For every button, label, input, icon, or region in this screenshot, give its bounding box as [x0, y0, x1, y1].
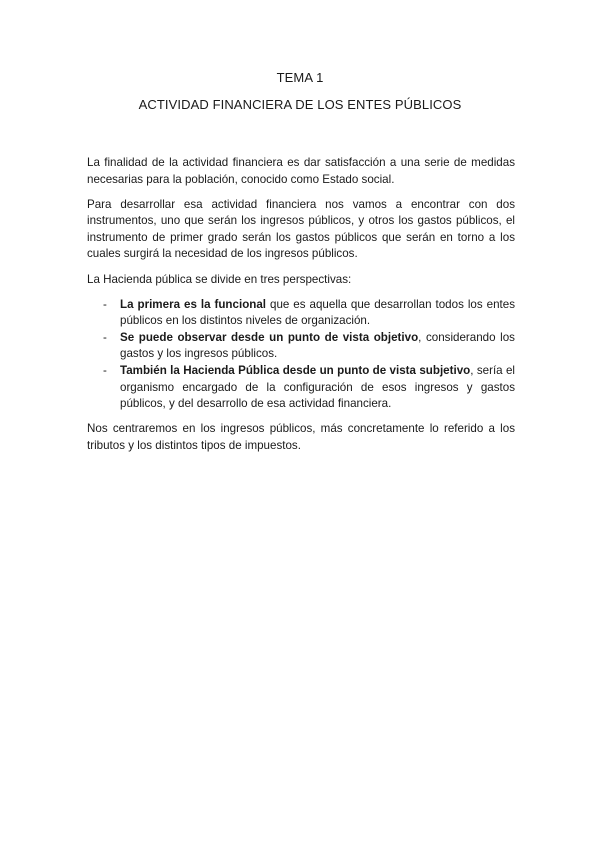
list-item-text: que es aquella que desarrollan todos los entes públicos en los distintos niveles de organización.	[120, 297, 515, 328]
document-title: TEMA 1	[276, 70, 324, 85]
document-body	[87, 155, 515, 463]
paragraph-instruments: Para desarrollar esa actividad financiera nos vamos a encontrar con dos instrumentos, uno que serán los ingresos públicos, y otros los gastos públicos, el instrumento de primer grado serán los gastos públicos que serán en torno a los cuales surgirá la necesidad de los ingresos públicos.	[87, 197, 515, 261]
list-item	[87, 330, 515, 363]
list-item-bold: También la Hacienda Pública desde un punto de vista subjetivo	[120, 364, 471, 378]
paragraph-closing: Nos centraremos en los ingresos públicos, más concretamente lo referido a los tributos y los distintos tipos de impuestos.	[87, 422, 515, 452]
paragraph-intro: La finalidad de la actividad financiera es dar satisfacción a una serie de medidas necesarias para la población, conocido como Estado social.	[87, 156, 515, 186]
bullet-dash: -	[103, 364, 107, 378]
list-item-text: , sería el organismo encargado de la configuración de esos ingresos y gastos públicos, y del desarrollo de esa actividad financiera.	[120, 364, 515, 411]
list-item-bold: La primera es la funcional	[120, 297, 267, 311]
list-item	[87, 363, 515, 413]
bullet-dash: -	[103, 330, 107, 344]
list-item-bold: Se puede observar desde un punto de vista objetivo	[120, 330, 419, 344]
list-item-text: , considerando los gastos y los ingresos públicos.	[120, 330, 515, 361]
perspectives-list	[87, 297, 515, 413]
document-subtitle: ACTIVIDAD FINANCIERA DE LOS ENTES PÚBLICOS	[138, 97, 462, 112]
list-item	[87, 297, 515, 330]
paragraph-perspectives: La Hacienda pública se divide en tres perspectivas:	[87, 272, 352, 286]
bullet-dash: -	[103, 297, 107, 311]
